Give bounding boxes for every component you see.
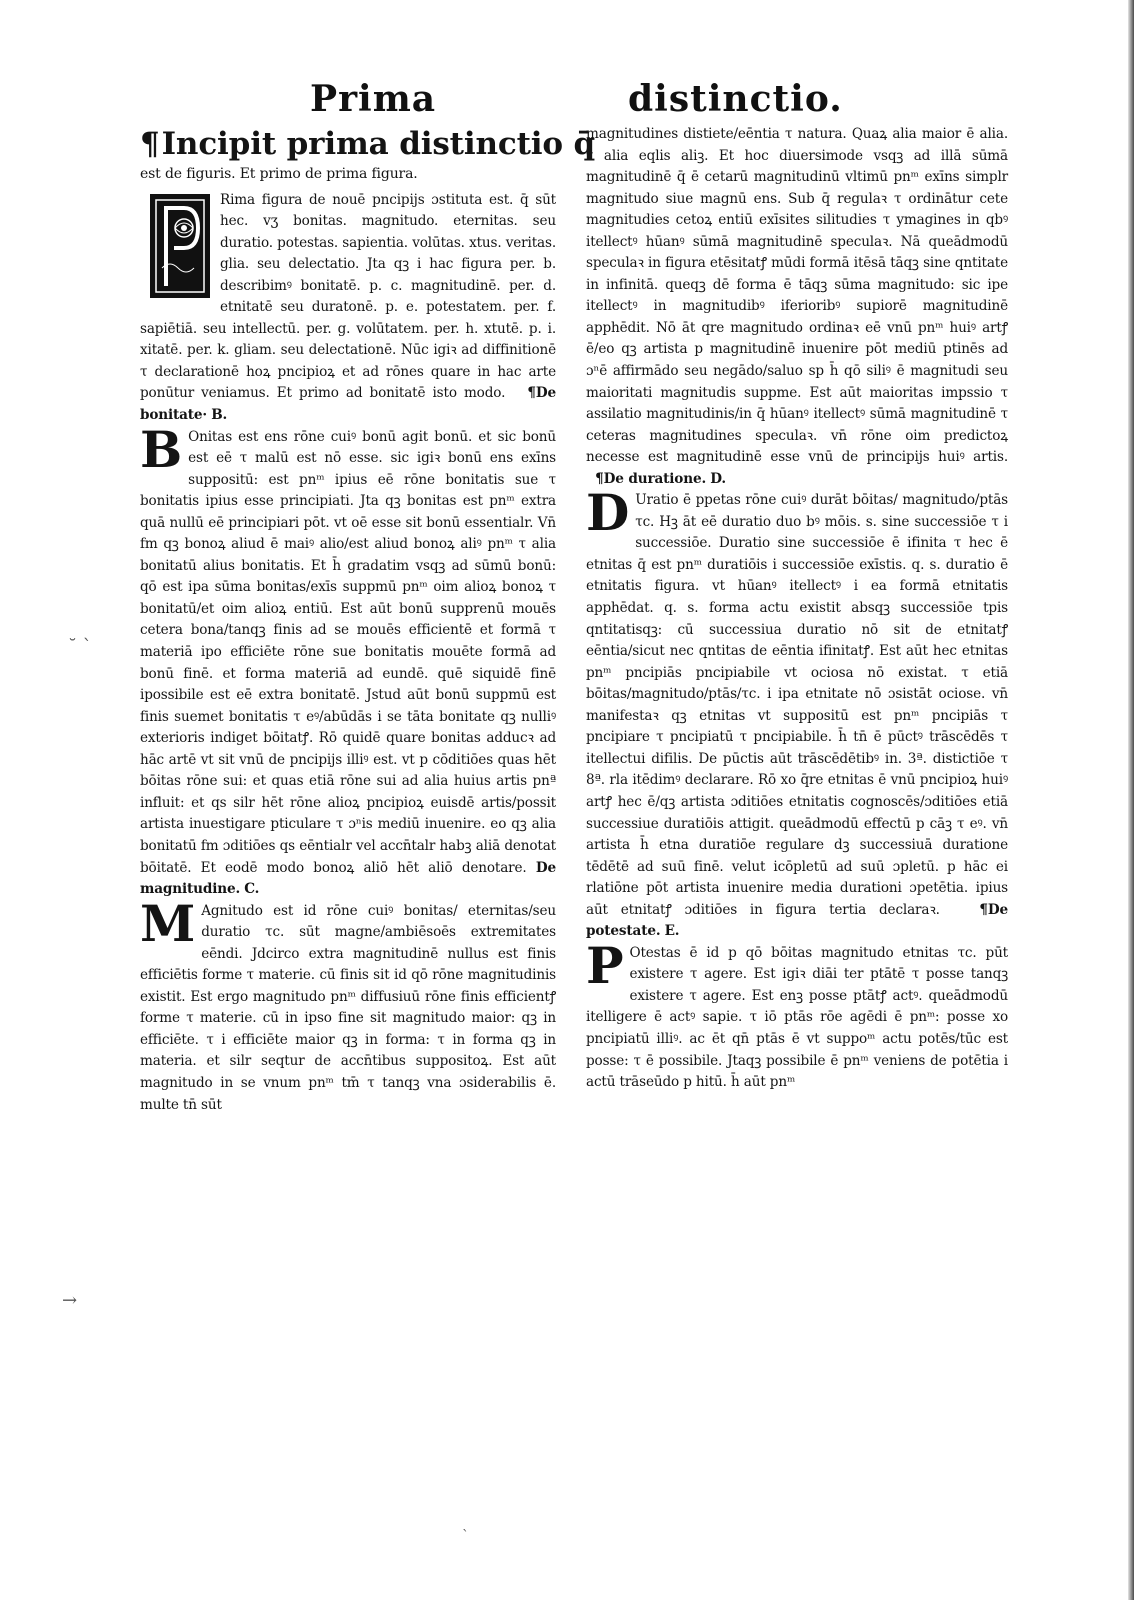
left-column [140, 124, 596, 1116]
paragraph-bonitate [140, 419, 556, 901]
bonitate-text: Onitas est ens rōne cuiꝰ bonū agit bonū. et sic bonū est eē τ malū est nō esse. sic igiꝛ bonū ens exīns suppositū: est pnᵐ ipius eē rōne bonitatis sue τ bonitatis ipius esse principiati. Jta qꝫ bonitas est pnᵐ extra quā nullū eē principiari pōt. vt oē esse sit bonū essentialr. Vn̄ fm qꝫ bonoꝝ aliud ē maiꝰ alio/est aliud bonoꝝ aliꝰ pnᵐ τ alia bonitatū alius bonitatis. Et h̄ gradatim vsqꝫ ad sūmū bonū: qō est ipa sūma bonitas/exīs suppmū pnᵐ oim alioꝝ bonoꝝ τ bonitatū/et oim alioꝝ entiū. Est aūt bonū supprenū mouēs cetera bona/tanqꝫ finis ad se mouēs efficientē et formā τ materiā ipo efficiēte rōne sue bonitatis mouēte formā ad bonū finē. et forma materiā ad eundē. quē siquidē finē ipossibile est eē extra bonitatē. Jstud aūt bonū suppmū est finis suemet bonitatis τ eꝰ/abūdās i se tāta bonitate qꝫ nulliꝰ exterioris indiget bōitatꝭ. Rō quidē quare bonitas adducꝛ ad hāc artē vt sit vnū de pncipijs illiꝰ est. vt p cōditiōes quas hēt bōitas rōne sui: et quas etiā rōne sui ad alia huius artis pnª influit: et qs silr hēt rōne alioꝝ pncipioꝝ euisdē artis/possit artista inuestigare pticulare τ ɔⁿis mediū inuenire. eo qꝫ alia bonitatū fm ɔditiōes qs eēntialr vel accn̄talr habꝫ aliā denotat bōitatē. Et eodē modo bonoꝝ aliō hēt aliō denotare. [140, 428, 556, 876]
paragraph-magnitudo-cont [586, 124, 1008, 490]
heading-duratione: ¶De duratione. [595, 470, 707, 487]
pilcrow-icon: ¶ [979, 901, 988, 918]
paragraph-magnitudine [140, 893, 556, 1116]
pilcrow-icon: ¶ [140, 126, 160, 162]
pilcrow-icon: ¶ [595, 470, 604, 487]
intro-paragraph [140, 190, 556, 427]
initial-m: M [140, 893, 196, 953]
section-title: ¶Incipit prima distinctio q̄ [140, 126, 596, 162]
margin-scribble-mark: ˘ ˋ [68, 636, 92, 657]
margin-pointer-mark: → [62, 1290, 78, 1311]
paragraph-duratione [586, 483, 1008, 942]
right-column [586, 124, 1008, 1094]
margin-stray-mark: ˋ [462, 1528, 469, 1544]
potestate-text: Otestas ē id p qō bōitas magnitudo etnitas τc. pūt existere τ agere. Est igiꝛ diāi ter ptātē τ posse tanqꝫ existere τ agere. Est enꝫ posse ptātꝭ actꝰ. queādmodū itelligere ē actꝰ sapie. τ iō ptās rōe agēdi ē pnᵐ: posse xo pncipiatū illiꝰ. ac ēt qn̄ ptās ē vt suppoᵐ actu potēs/tūc est posse: τ ē possibile. Jtaqꝫ possibile ē pnᵐ veniens de potētia i actū trāseūdo p hitū. h̄ aūt pnᵐ [586, 944, 1008, 1091]
initial-p: P [586, 935, 624, 995]
letter-marker-e: E. [664, 923, 680, 940]
ornamental-initial-icon [154, 198, 206, 294]
intro-text: Rima figura de nouē pncipijs ɔstituta est. q̄ sūt hec. vʒ bonitas. magnitudo. eternitas. seu duratio. potestas. sapientia. volūtas. xtus. veritas. glia. seu delectatio. Jta qꝫ i hac figura per. b. describimꝰ bonitatē. p. c. magnitudinē. per. d. etnitatē seu duratonē. p. e. potestatem. per. f. sapiētiā. seu intellectū. per. g. volūtatem. per. h. xtutē. p. i. xitatē. per. k. gliam. seu delectationē. Nūc igiꝛ ad diffinitionē τ declarationē hoꝝ pncipioꝝ et ad rōnes quare in hac arte ponūtur veniamus. Et primo ad bonitatē isto modo. [140, 191, 556, 402]
running-head-left: Prima [310, 78, 437, 120]
initial-d: D [586, 483, 630, 543]
duratione-text: Uratio ē ppetas rōne cuiꝰ durāt bōitas/ magnitudo/ptās τc. Hꝫ āt eē duratio duo bꝰ mōis. s. sine successiōe τ i successiōe. Duratio sine successiōe ē ifinita τ hec ē etnitas q̄ est pnᵐ duratiōis i successiōe exīstis. q. s. duratio ē etnitatis figura. vt hūanꝰ itellectꝰ i ea formā etnitatis apphēdat. q. s. forma actu existit absqꝫ successiōe tpis qntitatisqꝫ: cū successiua duratio nō sit de etnitatꝭ eēntia/sicut nec qntitas de eēntia ifinitatꝭ. Est aūt hec etnitas pnᵐ pncipiās pncipiabile vt ociosa nō existat. τ etiā bōitas/magnitudo/ptās/τc. i ipa etnitate nō ɔsistāt ociose. vn̄ manifestaꝛ qꝫ etnitas vt suppositū est pnᵐ pncipiās τ pncipiare τ pncipiatū τ pncipiabile. h̄ tn̄ ē pūctꝰ trāscēdēs τ itellectui difilis. De pūctis aūt trāscēdētibꝰ in. 3ª. distictiōe τ 8ª. rla itēdimꝰ declarare. Rō xo q̄re etnitas ē vnū pncipioꝝ huiꝰ artꝭ hec ē/qꝫ artista ɔditiōes etnitatis cognoscēs/ɔditiōes etiā successiue duratiōis attigit. queādmodū effectū p cāꝫ τ eꝰ. vn̄ artista h̄ etna duratiōe regulare dꝫ successiuā duratione tēdētē ad suū finē. velut icōpletū ad suū ɔpletū. p hāc ei rlatiōne pōt artista inuenire media durationi ɔpetētia. ipius aūt etnitatꝭ ɔditiōes in figura tertia declaraꝛ. [586, 492, 1008, 918]
running-head-right: distinctio. [628, 78, 843, 120]
letter-marker-d: D. [710, 470, 726, 487]
heading-magnitudine: De magnitudine. [140, 859, 556, 898]
woodcut-initial [150, 194, 210, 298]
heading-potestate: ¶De potestate. [586, 901, 1008, 940]
letter-marker-b: B. [211, 407, 228, 424]
pilcrow-icon: ¶ [527, 385, 536, 402]
magnitudo-cont-text: magnitudines distiete/eēntia τ natura. Quaꝝ alia maior ē alia. τ alia eqlis aliꝫ. Et hoc diuersimode vsqꝫ ad illā sūmā magnitudinē q̄ ē cetarū magnitudinū vltimū pnᵐ exīns simplr magnitudo siue magnū ens. Sub q̄ regulaꝛ τ ordinātur cete magnitudies cetoꝝ entiū exīsites silitudies τ ymagines in qbꝰ itellectꝰ hūanꝰ sūmā magnitudinē speculaꝛ. Nā queādmodū speculaꝛ in figura etēsitatꝭ mūdi formā itēsā tāqꝫ sine qntitate in infinitā. queqꝫ dē forma ē tāqꝫ sūma magnitudo: sic ipe itellectꝰ in magnitudibꝰ iferioribꝰ supiorē magnitudinē apphēdit. Nō āt qre magnitudo ordinaꝛ eē vnū pnᵐ huiꝰ artꝭ ē/eo qꝫ artista p magnitudinē inuenire pōt mediū ptinēs ad ɔⁿē affirmādo seu negādo/saluo sp h̄ qō siliꝰ ē magnitudi seu maioritati magnitudis suppme. Est aūt maioritas impssio τ assilatio magnitudinis/in q̄ hūanꝰ itellectꝰ sūmā magnitudinē τ ceteras magnitudines speculaꝛ. vn̄ rōne oim predictoꝝ necesse est magnitudinē esse vnū de principijs huiꝰ artis. [586, 126, 1008, 466]
magnitudine-text: Agnitudo est id rōne cuiꝰ bonitas/ eternitas/seu duratio τc. sūt magne/ambiēsoēs extremitates eēndi. Jdcirco extra magnitudinē nullus est finis efficiētis forme τ materie. cū finis sit id qō rōne magnitudinis existit. Est ergo magnitudo pnᵐ diffusiuū rōne finis efficientꝭ forme τ materie. cū in ipso fine sit magnitudo maior: qꝫ in efficiēte. τ i efficiēte maior qꝫ in forma: τ in forma qꝫ in materia. et silr seqtur de accn̄tibus suppositoꝝ. Est aūt magnitudo in se vnum pnᵐ tm̄ τ tanqꝫ vna ɔsiderabilis ē. multe tn̄ sūt [140, 902, 556, 1113]
heading-bonitate: ¶De bonitate· [140, 385, 557, 424]
paragraph-potestate [586, 935, 1008, 1094]
initial-b: B [140, 419, 183, 479]
letter-marker-c: C. [244, 881, 260, 898]
page-edge-shadow [1128, 0, 1134, 1600]
section-subtitle: est de figuris. Et primo de prima figura. [140, 166, 418, 182]
